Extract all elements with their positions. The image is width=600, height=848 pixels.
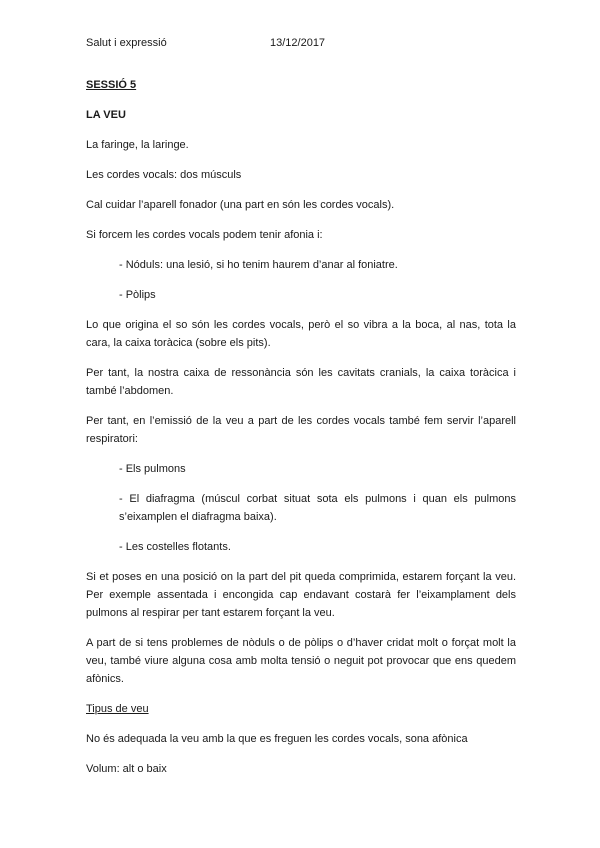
paragraph-volume: Volum: alt o baix	[86, 763, 167, 775]
bullet-lungs: - Els pulmons	[119, 463, 186, 475]
paragraph-pharynx: La faringe, la laringe.	[86, 139, 189, 151]
bullet-diaphragm: - El diafragma (múscul corbat situat sota els pulmons i quan els pulmons s’eixamplen el diafragma baixa).	[119, 493, 516, 523]
paragraph-vocal-cords: Les cordes vocals: dos músculs	[86, 169, 242, 181]
header-subject: Salut i expressió	[86, 37, 167, 49]
paragraph-aphonia: Si forcem les cordes vocals podem tenir afonia i:	[86, 229, 323, 241]
paragraph-posture: Si et poses en una posició on la part del pit queda comprimida, estarem forçant la veu. Per exemple assentada i encongida cap endavant costarà fer l’eixamplament dels pulmons al respirar per tant estarem forçant la veu.	[86, 571, 516, 619]
paragraph-voice-quality: No és adequada la veu amb la que es freguen les cordes vocals, sona afònica	[86, 733, 468, 745]
topic-heading: LA VEU	[86, 109, 126, 121]
paragraph-tension: A part de si tens problemes de nòduls o de pòlips o d’haver cridat molt o forçat molt la veu, també viure alguna cosa amb molta tensió o neguit pot provocar que ens quedem afònics.	[86, 637, 516, 685]
bullet-nodules: - Nóduls: una lesió, si ho tenim haurem d’anar al foniatre.	[119, 259, 398, 271]
header-date: 13/12/2017	[270, 37, 326, 49]
document-body	[86, 76, 516, 790]
bullet-ribs: - Les costelles flotants.	[119, 541, 231, 553]
paragraph-resonance: Per tant, la nostra caixa de ressonància són les cavitats cranials, la caixa toràcica i també l’abdomen.	[86, 367, 516, 397]
subtitle-voice-types: Tipus de veu	[86, 703, 149, 715]
paragraph-sound-origin: Lo que origina el so són les cordes vocals, però el so vibra a la boca, al nas, tota la cara, la caixa toràcica (sobre els pits).	[86, 319, 516, 349]
page-header	[86, 37, 516, 53]
bullet-polyps: - Pòlips	[119, 289, 156, 301]
session-heading: SESSIÓ 5	[86, 79, 137, 91]
paragraph-respiratory: Per tant, en l’emissió de la veu a part de les cordes vocals també fem servir l’aparell respiratori:	[86, 415, 516, 445]
paragraph-care: Cal cuidar l’aparell fonador (una part en són les cordes vocals).	[86, 199, 395, 211]
